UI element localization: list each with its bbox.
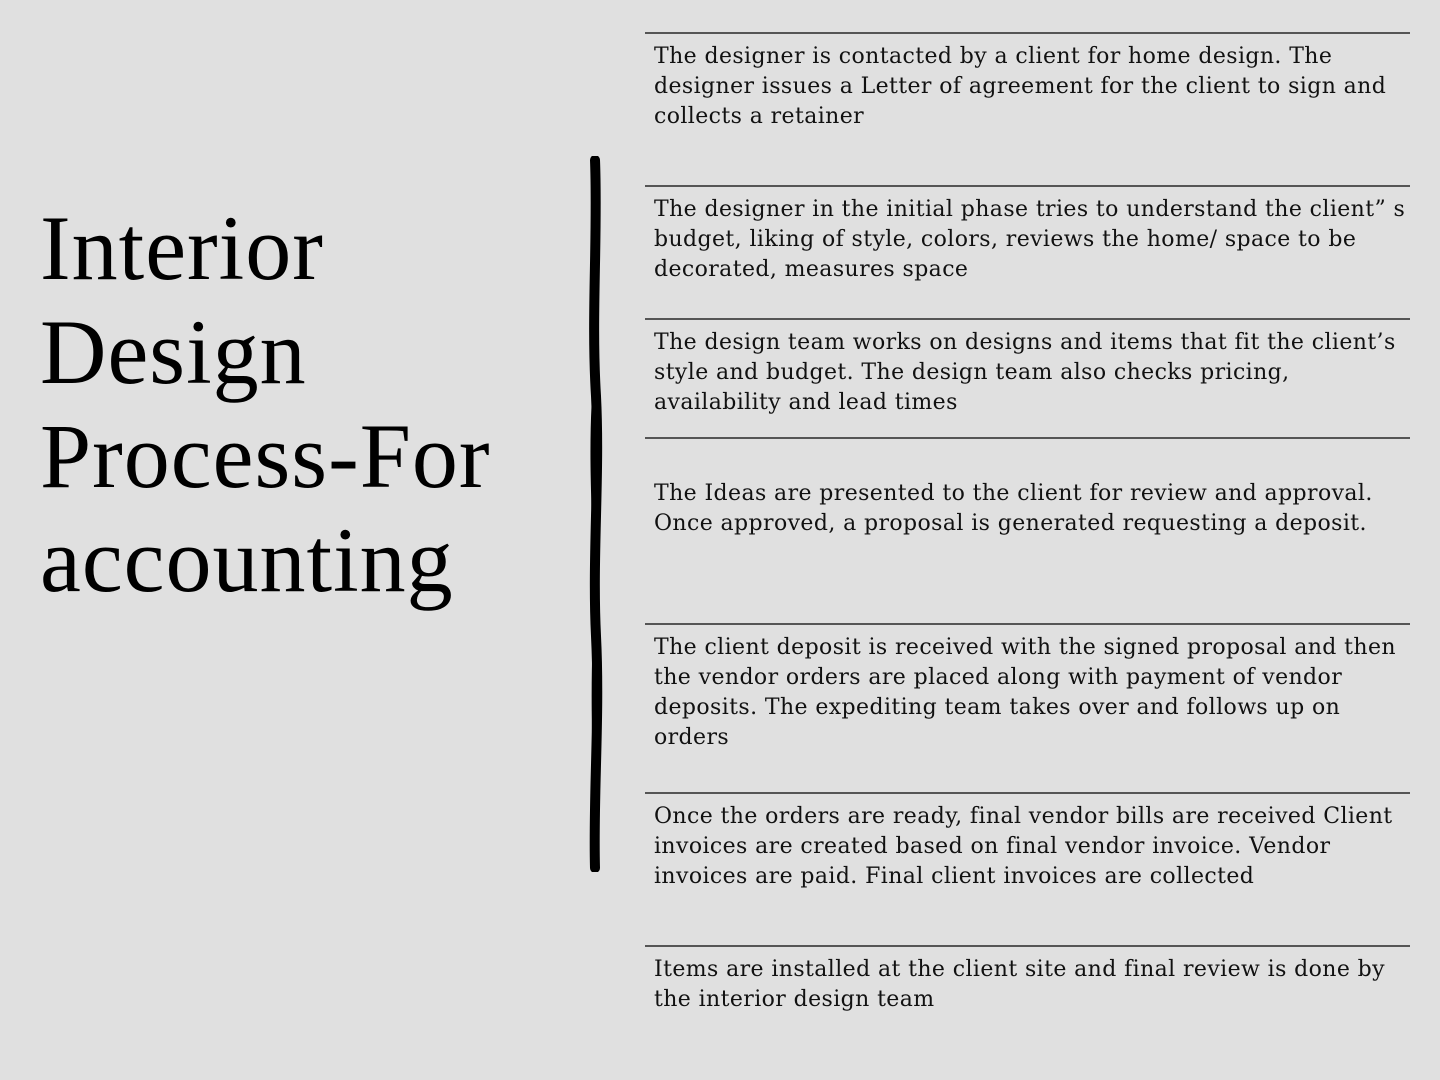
step-text: The designer in the initial phase tries to understand the client” s budget, liking of style, colors, reviews the home/ space to be decorated, measures space: [654, 197, 1406, 282]
process-step: [645, 623, 1410, 794]
step-text: The client deposit is received with the signed proposal and then the vendor orders are placed along with payment of vendor deposits. The expediting team takes over and follows up on orders: [654, 635, 1396, 750]
step-text: The Ideas are presented to the client for review and approval. Once approved, a proposal is generated requesting a deposit.: [654, 481, 1373, 536]
process-step: [645, 792, 1410, 946]
process-step: [645, 318, 1410, 439]
process-step: [645, 437, 1410, 625]
step-text: The design team works on designs and items that fit the client’s style and budget. The design team also checks pricing, availability and lead times: [654, 330, 1396, 415]
process-steps: [645, 0, 1410, 1080]
step-text: The designer is contacted by a client for home design. The designer issues a Letter of agreement for the client to sign and collects a retainer: [654, 44, 1387, 129]
title-line: Process-For: [40, 405, 491, 507]
divider-stroke-edge: [593, 162, 596, 866]
title-line: Design: [40, 301, 307, 403]
step-text: Once the orders are ready, final vendor bills are received Client invoices are created based on final vendor invoice. Vendor invoices are paid. Final client invoices are collected: [654, 804, 1393, 889]
process-step: [645, 945, 1410, 1045]
process-step: [645, 185, 1410, 319]
title-line: accounting: [40, 509, 454, 611]
page-title: [40, 196, 560, 612]
vertical-divider: [584, 156, 608, 872]
title-line: Interior: [40, 197, 324, 299]
process-step: [645, 32, 1410, 186]
step-text: Items are installed at the client site and final review is done by the interior design team: [654, 957, 1385, 1012]
